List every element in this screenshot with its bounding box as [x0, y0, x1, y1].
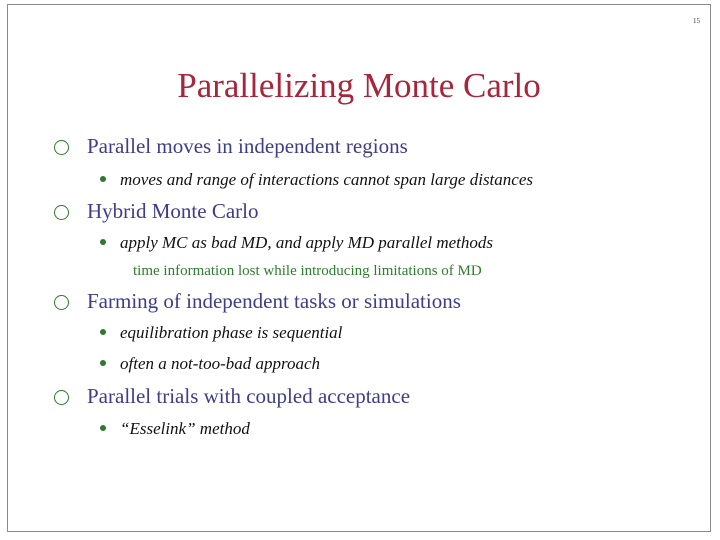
hollow-circle-bullet-icon	[54, 205, 69, 220]
slide	[7, 4, 711, 532]
hollow-circle-bullet-icon	[54, 390, 69, 405]
bullet-text: Hybrid Monte Carlo	[87, 199, 259, 223]
page-number: 15	[693, 17, 700, 25]
dot-bullet-icon	[100, 239, 106, 245]
hollow-circle-bullet-icon	[54, 295, 69, 310]
sub-sub-item-text: time information lost while introducing limitations of MD	[133, 263, 482, 279]
hollow-circle-bullet-icon	[54, 140, 69, 155]
sub-bullet-text: equilibration phase is sequential	[120, 323, 343, 342]
sub-bullet-text: moves and range of interactions cannot span large distances	[120, 170, 533, 189]
bullet-text: Farming of independent tasks or simulations	[87, 289, 461, 313]
sub-bullet-text: often a not-too-bad approach	[120, 354, 321, 373]
dot-bullet-icon	[100, 360, 106, 366]
bullet-text: Parallel trials with coupled acceptance	[87, 384, 411, 408]
dot-bullet-icon	[100, 329, 106, 335]
bullet-text: Parallel moves in independent regions	[87, 134, 408, 158]
slide-title: Parallelizing Monte Carlo	[177, 66, 541, 105]
sub-bullet-text: apply MC as bad MD, and apply MD parallel methods	[120, 233, 494, 252]
sub-bullet-text: “Esselink” method	[120, 419, 250, 438]
dot-bullet-icon	[100, 425, 106, 431]
dot-bullet-icon	[100, 176, 106, 182]
